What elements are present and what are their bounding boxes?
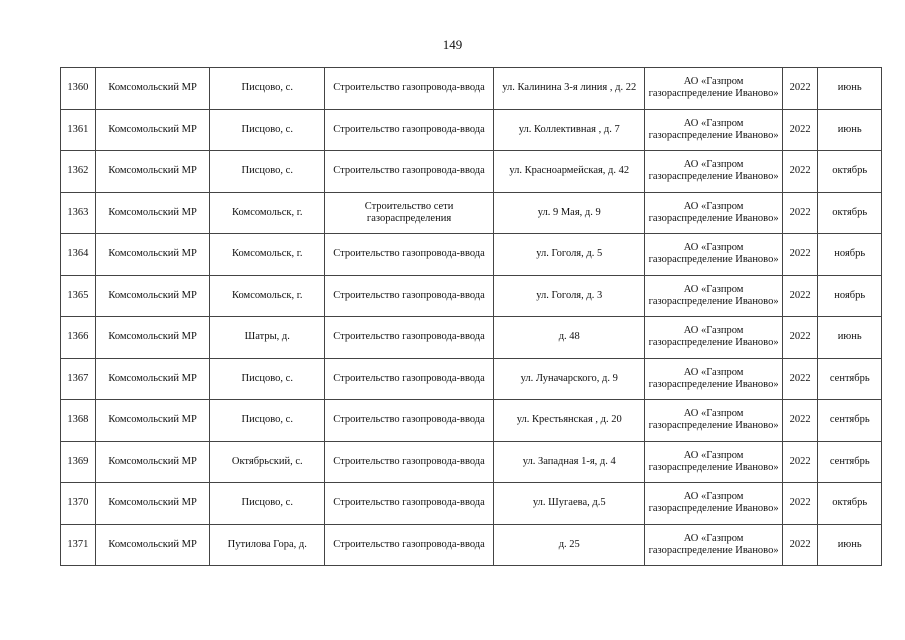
row-number-cell: 1370 xyxy=(61,483,96,525)
address-cell: ул. Луначарского, д. 9 xyxy=(493,358,645,400)
month-cell: июнь xyxy=(818,109,882,151)
district-cell: Комсомольский МР xyxy=(95,234,210,276)
locality-cell: Писцово, с. xyxy=(210,109,325,151)
year-cell: 2022 xyxy=(782,192,818,234)
month-cell: ноябрь xyxy=(818,234,882,276)
work-type-cell: Строительство газопровода-ввода xyxy=(325,400,494,442)
locality-cell: Октябрьский, с. xyxy=(210,441,325,483)
row-number-cell: 1365 xyxy=(61,275,96,317)
work-type-cell: Строительство газопровода-ввода xyxy=(325,483,494,525)
year-cell: 2022 xyxy=(782,109,818,151)
work-type-cell: Строительство газопровода-ввода xyxy=(325,317,494,359)
organization-cell: АО «Газпром газораспределение Иваново» xyxy=(645,275,782,317)
organization-cell: АО «Газпром газораспределение Иваново» xyxy=(645,441,782,483)
gasification-table xyxy=(60,67,882,566)
district-cell: Комсомольский МР xyxy=(95,317,210,359)
row-number-cell: 1361 xyxy=(61,109,96,151)
table-row xyxy=(61,400,882,442)
work-type-cell: Строительство газопровода-ввода xyxy=(325,524,494,566)
organization-cell: АО «Газпром газораспределение Иваново» xyxy=(645,317,782,359)
month-cell: сентябрь xyxy=(818,441,882,483)
district-cell: Комсомольский МР xyxy=(95,275,210,317)
address-cell: ул. 9 Мая, д. 9 xyxy=(493,192,645,234)
month-cell: июнь xyxy=(818,68,882,110)
organization-cell: АО «Газпром газораспределение Иваново» xyxy=(645,483,782,525)
locality-cell: Комсомольск, г. xyxy=(210,234,325,276)
table-row xyxy=(61,524,882,566)
organization-cell: АО «Газпром газораспределение Иваново» xyxy=(645,109,782,151)
work-type-cell: Строительство газопровода-ввода xyxy=(325,68,494,110)
row-number-cell: 1360 xyxy=(61,68,96,110)
table-row xyxy=(61,234,882,276)
address-cell: ул. Красноармейская, д. 42 xyxy=(493,151,645,193)
row-number-cell: 1367 xyxy=(61,358,96,400)
month-cell: июнь xyxy=(818,524,882,566)
address-cell: д. 48 xyxy=(493,317,645,359)
work-type-cell: Строительство газопровода-ввода xyxy=(325,441,494,483)
address-cell: ул. Гоголя, д. 3 xyxy=(493,275,645,317)
year-cell: 2022 xyxy=(782,151,818,193)
district-cell: Комсомольский МР xyxy=(95,192,210,234)
row-number-cell: 1369 xyxy=(61,441,96,483)
work-type-cell: Строительство сети газораспределения xyxy=(325,192,494,234)
year-cell: 2022 xyxy=(782,317,818,359)
year-cell: 2022 xyxy=(782,524,818,566)
row-number-cell: 1371 xyxy=(61,524,96,566)
locality-cell: Писцово, с. xyxy=(210,68,325,110)
month-cell: октябрь xyxy=(818,151,882,193)
table-row xyxy=(61,317,882,359)
organization-cell: АО «Газпром газораспределение Иваново» xyxy=(645,151,782,193)
district-cell: Комсомольский МР xyxy=(95,483,210,525)
year-cell: 2022 xyxy=(782,234,818,276)
table-row xyxy=(61,275,882,317)
district-cell: Комсомольский МР xyxy=(95,441,210,483)
organization-cell: АО «Газпром газораспределение Иваново» xyxy=(645,234,782,276)
table-row xyxy=(61,192,882,234)
row-number-cell: 1366 xyxy=(61,317,96,359)
table-row xyxy=(61,441,882,483)
month-cell: октябрь xyxy=(818,192,882,234)
table-row xyxy=(61,483,882,525)
address-cell: ул. Крестьянская , д. 20 xyxy=(493,400,645,442)
year-cell: 2022 xyxy=(782,68,818,110)
address-cell: ул. Шугаева, д.5 xyxy=(493,483,645,525)
district-cell: Комсомольский МР xyxy=(95,358,210,400)
month-cell: июнь xyxy=(818,317,882,359)
year-cell: 2022 xyxy=(782,483,818,525)
year-cell: 2022 xyxy=(782,400,818,442)
address-cell: ул. Калинина 3-я линия , д. 22 xyxy=(493,68,645,110)
locality-cell: Комсомольск, г. xyxy=(210,275,325,317)
year-cell: 2022 xyxy=(782,275,818,317)
locality-cell: Шатры, д. xyxy=(210,317,325,359)
row-number-cell: 1364 xyxy=(61,234,96,276)
locality-cell: Писцово, с. xyxy=(210,358,325,400)
address-cell: ул. Западная 1-я, д. 4 xyxy=(493,441,645,483)
address-cell: ул. Коллективная , д. 7 xyxy=(493,109,645,151)
organization-cell: АО «Газпром газораспределение Иваново» xyxy=(645,192,782,234)
locality-cell: Писцово, с. xyxy=(210,483,325,525)
district-cell: Комсомольский МР xyxy=(95,151,210,193)
table-row xyxy=(61,151,882,193)
table-row xyxy=(61,358,882,400)
month-cell: ноябрь xyxy=(818,275,882,317)
organization-cell: АО «Газпром газораспределение Иваново» xyxy=(645,400,782,442)
locality-cell: Писцово, с. xyxy=(210,151,325,193)
work-type-cell: Строительство газопровода-ввода xyxy=(325,234,494,276)
row-number-cell: 1362 xyxy=(61,151,96,193)
address-cell: ул. Гоголя, д. 5 xyxy=(493,234,645,276)
locality-cell: Комсомольск, г. xyxy=(210,192,325,234)
year-cell: 2022 xyxy=(782,358,818,400)
district-cell: Комсомольский МР xyxy=(95,400,210,442)
district-cell: Комсомольский МР xyxy=(95,109,210,151)
work-type-cell: Строительство газопровода-ввода xyxy=(325,358,494,400)
row-number-cell: 1363 xyxy=(61,192,96,234)
organization-cell: АО «Газпром газораспределение Иваново» xyxy=(645,358,782,400)
organization-cell: АО «Газпром газораспределение Иваново» xyxy=(645,68,782,110)
organization-cell: АО «Газпром газораспределение Иваново» xyxy=(645,524,782,566)
table-body xyxy=(61,68,882,566)
district-cell: Комсомольский МР xyxy=(95,68,210,110)
work-type-cell: Строительство газопровода-ввода xyxy=(325,109,494,151)
row-number-cell: 1368 xyxy=(61,400,96,442)
month-cell: сентябрь xyxy=(818,400,882,442)
district-cell: Комсомольский МР xyxy=(95,524,210,566)
year-cell: 2022 xyxy=(782,441,818,483)
locality-cell: Писцово, с. xyxy=(210,400,325,442)
month-cell: октябрь xyxy=(818,483,882,525)
table-row xyxy=(61,109,882,151)
table-row xyxy=(61,68,882,110)
month-cell: сентябрь xyxy=(818,358,882,400)
work-type-cell: Строительство газопровода-ввода xyxy=(325,151,494,193)
work-type-cell: Строительство газопровода-ввода xyxy=(325,275,494,317)
locality-cell: Путилова Гора, д. xyxy=(210,524,325,566)
address-cell: д. 25 xyxy=(493,524,645,566)
page-number: 149 xyxy=(442,37,463,52)
